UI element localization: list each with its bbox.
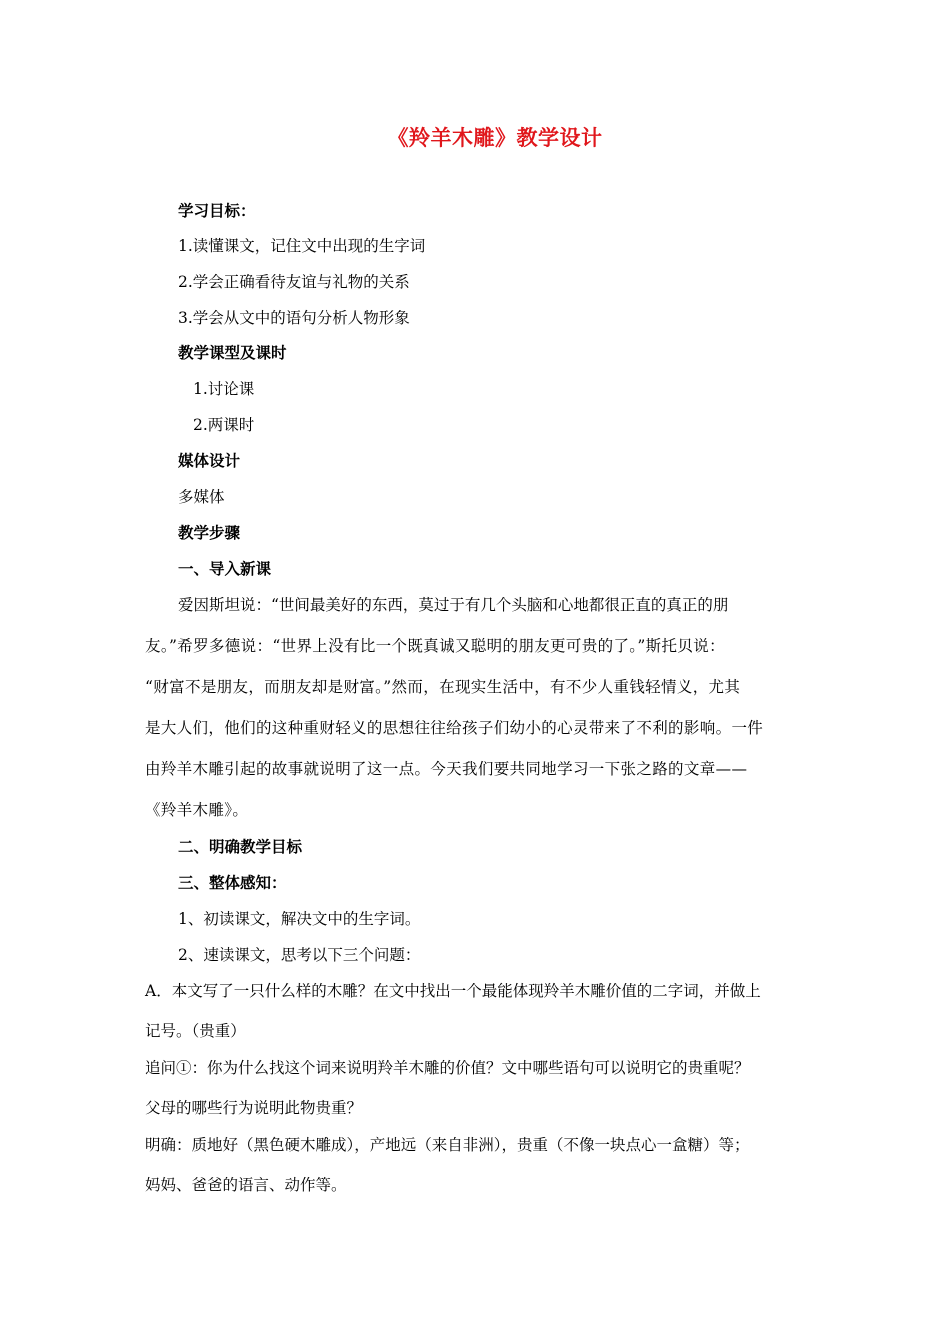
list-item: 2、速读课文，思考以下三个问题： bbox=[178, 946, 421, 964]
question-line: A．本文写了一只什么样的木雕？在文中找出一个最能体现羚羊木雕价值的二字词，并做上 bbox=[145, 982, 761, 1000]
paragraph-line: “财富不是朋友，而朋友却是财富。”然而，在现实生活中，有不少人重钱轻情义，尤其 bbox=[145, 678, 741, 696]
section-heading: 二、明确教学目标 bbox=[178, 838, 303, 856]
section-heading: 一、导入新课 bbox=[178, 560, 272, 578]
paragraph-line: 由羚羊木雕引起的故事就说明了这一点。今天我们要共同地学习一下张之路的文章—— bbox=[145, 760, 748, 778]
media-value: 多媒体 bbox=[178, 488, 225, 506]
section-heading: 三、整体感知： bbox=[178, 874, 287, 892]
paragraph-line: 是大人们，他们的这种重财轻义的思想往往给孩子们幼小的心灵带来了不利的影响。一件 bbox=[145, 719, 764, 737]
goals-heading: 学习目标： bbox=[178, 202, 256, 220]
course-heading: 教学课型及课时 bbox=[178, 344, 287, 362]
goal-item: 3.学会从文中的语句分析人物形象 bbox=[178, 309, 410, 327]
question-line: 记号。（贵重） bbox=[145, 1022, 246, 1040]
goal-item: 1.读懂课文，记住文中出现的生字词 bbox=[178, 237, 426, 255]
question-line: 追问①：你为什么找这个词来说明羚羊木雕的价值？文中哪些语句可以说明它的贵重呢？ bbox=[145, 1059, 750, 1077]
course-item: 2.两课时 bbox=[193, 416, 255, 434]
paragraph-line: 友。”希罗多德说：“世界上没有比一个既真诚又聪明的朋友更可贵的了。”斯托贝说： bbox=[145, 637, 725, 655]
goal-item: 2.学会正确看待友谊与礼物的关系 bbox=[178, 273, 410, 291]
course-item: 1.讨论课 bbox=[193, 380, 255, 398]
list-item: 1、初读课文，解决文中的生字词。 bbox=[178, 910, 421, 928]
media-heading: 媒体设计 bbox=[178, 452, 241, 470]
answer-line: 明确：质地好（黑色硬木雕成），产地远（来自非洲），贵重（不像一块点心一盒糖）等； bbox=[145, 1136, 750, 1154]
document-title: 《羚羊木雕》教学设计 bbox=[387, 126, 603, 150]
paragraph-line: 《羚羊木雕》。 bbox=[145, 801, 249, 819]
paragraph-line: 爱因斯坦说：“世间最美好的东西，莫过于有几个头脑和心地都很正直的真正的朋 bbox=[178, 596, 729, 614]
answer-line: 妈妈、爸爸的语言、动作等。 bbox=[145, 1176, 347, 1194]
question-line: 父母的哪些行为说明此物贵重？ bbox=[145, 1099, 363, 1117]
steps-heading: 教学步骤 bbox=[178, 524, 241, 542]
